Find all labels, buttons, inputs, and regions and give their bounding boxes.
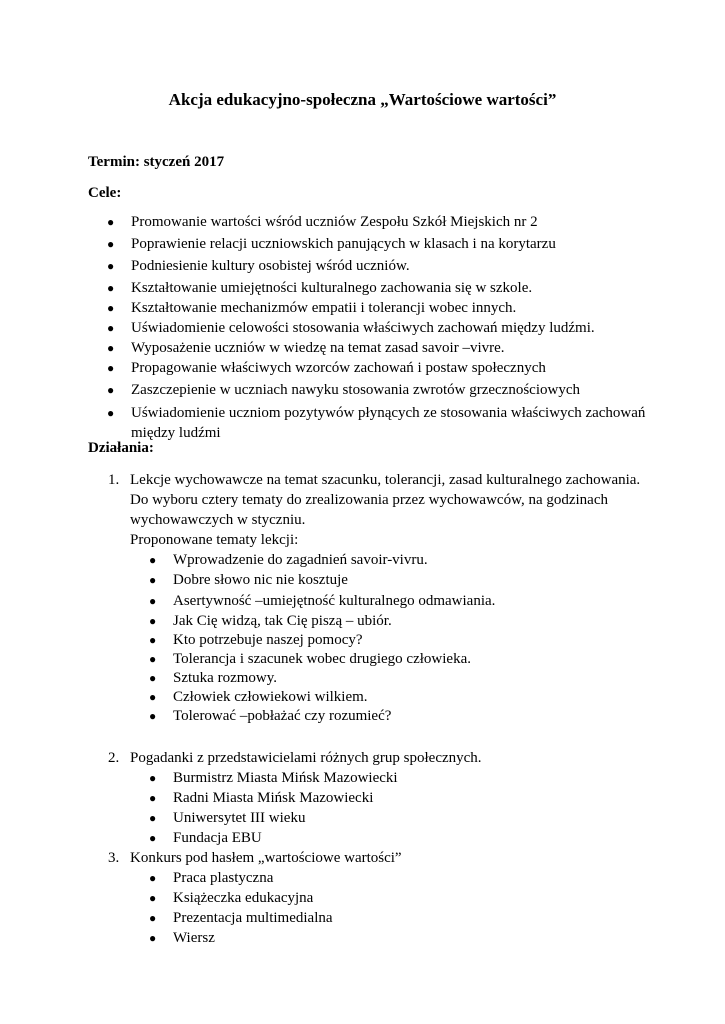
list-item: ● Radni Miasta Mińsk Mazowiecki [149, 790, 374, 806]
action-number: 3. [108, 850, 120, 866]
list-item: ● Tolerancja i szacunek wobec drugiego człowieka. [149, 651, 471, 667]
list-item: ● Człowiek człowiekowi wilkiem. [149, 689, 368, 705]
bullet-icon: ● [149, 614, 157, 628]
bullet-icon: ● [149, 594, 157, 608]
goals-heading: Cele: [88, 185, 122, 201]
list-item: ● Sztuka rozmowy. [149, 670, 278, 686]
list-item: ● Asertywność –umiejętność kulturalnego odmawiania. [130, 591, 648, 612]
list-item: ● Podniesienie kultury osobistej wśród uczniów. [107, 258, 410, 274]
list-item: ● Uświadomienie celowości stosowania właściwych zachowań między ludźmi. [107, 320, 595, 336]
bullet-icon: ● [149, 771, 157, 785]
bullet-icon: ● [149, 931, 157, 945]
bullet-icon: ● [107, 383, 115, 397]
contest-list [130, 868, 648, 948]
bullet-icon: ● [107, 215, 115, 229]
list-item: ● Wyposażenie uczniów w wiedzę na temat zasad savoir –vivre. [107, 340, 505, 356]
list-item: ● Kształtowanie mechanizmów empatii i tolerancji wobec innych. [107, 300, 517, 316]
bullet-icon: ● [149, 891, 157, 905]
bullet-icon: ● [149, 911, 157, 925]
actions-list [88, 470, 648, 948]
list-item: ● Kształtowanie umiejętności kulturalnego zachowania się w szkole. [107, 280, 533, 296]
bullet-icon: ● [149, 671, 157, 685]
list-item: ● Tolerować –pobłażać czy rozumieć? [149, 708, 392, 724]
bullet-icon: ● [107, 321, 115, 335]
list-item: ● Książeczka edukacyjna [149, 890, 314, 906]
bullet-icon: ● [149, 652, 157, 666]
lesson-topics-list [130, 550, 648, 726]
action-number: 2. [108, 750, 120, 766]
list-item: ● Prezentacja multimedialna [149, 910, 333, 926]
bullet-icon: ● [149, 871, 157, 885]
bullet-icon: ● [149, 811, 157, 825]
list-item: ● Jak Cię widzą, tak Cię piszą – ubiór. [149, 613, 392, 629]
bullet-icon: ● [107, 281, 115, 295]
list-item: ● Kto potrzebuje naszej pomocy? [149, 632, 363, 648]
list-item: ● Praca plastyczna [149, 870, 274, 886]
action-text: Lekcje wychowawcze na temat szacunku, tolerancji, zasad kulturalnego zachowania. Do wyboru cztery tematy do zrealizowania przez wychowawców, na godzinach wychowawczych w styczniu. [130, 472, 641, 528]
list-item: ● Wiersz [149, 930, 215, 946]
page-title: Akcja edukacyjno-społeczna „Wartościowe wartości” [168, 90, 557, 109]
bullet-icon: ● [149, 831, 157, 845]
list-item: ● Wprowadzenie do zagadnień savoir-vivru. [149, 552, 428, 568]
bullet-icon: ● [149, 690, 157, 704]
action-item-2 [88, 748, 648, 848]
list-item: ● Zaszczepienie w uczniach nawyku stosowania zwrotów grzecznościowych [107, 382, 580, 398]
action-subheading: Proponowane tematy lekcji: [130, 532, 299, 548]
bullet-icon: ● [107, 361, 115, 375]
bullet-icon: ● [107, 341, 115, 355]
list-item: ● Dobre słowo nic nie kosztuje [130, 570, 648, 591]
action-text: Konkurs pod hasłem „wartościowe wartości” [130, 850, 402, 866]
action-item-3 [88, 848, 648, 948]
bullet-icon: ● [149, 791, 157, 805]
bullet-icon: ● [107, 259, 115, 273]
bullet-icon: ● [149, 633, 157, 647]
action-item-1 [88, 470, 648, 726]
goals-list [88, 213, 648, 445]
list-item: ● Burmistrz Miasta Mińsk Mazowiecki [149, 770, 398, 786]
action-number: 1. [108, 472, 120, 488]
talks-list [130, 768, 648, 848]
bullet-icon: ● [107, 301, 115, 315]
bullet-icon: ● [149, 573, 157, 587]
action-text: Pogadanki z przedstawicielami różnych grup społecznych. [130, 750, 482, 766]
bullet-icon: ● [107, 237, 115, 251]
list-item: ● Uświadomienie uczniom pozytywów płynących ze stosowania właściwych zachowań między ludźmi [107, 405, 646, 441]
term-heading: Termin: styczeń 2017 [88, 154, 225, 170]
actions-heading: Działania: [88, 440, 154, 456]
list-item: ● Propagowanie właściwych wzorców zachowań i postaw społecznych [107, 360, 546, 376]
list-item: ● Poprawienie relacji uczniowskich panujących w klasach i na korytarzu [107, 236, 556, 252]
bullet-icon: ● [149, 709, 157, 723]
bullet-icon: ● [149, 553, 157, 567]
bullet-icon: ● [107, 406, 115, 420]
list-item: ● Fundacja EBU [149, 830, 262, 846]
list-item: ● Promowanie wartości wśród uczniów Zespołu Szkół Miejskich nr 2 [107, 214, 538, 230]
list-item: ● Uniwersytet III wieku [149, 810, 306, 826]
